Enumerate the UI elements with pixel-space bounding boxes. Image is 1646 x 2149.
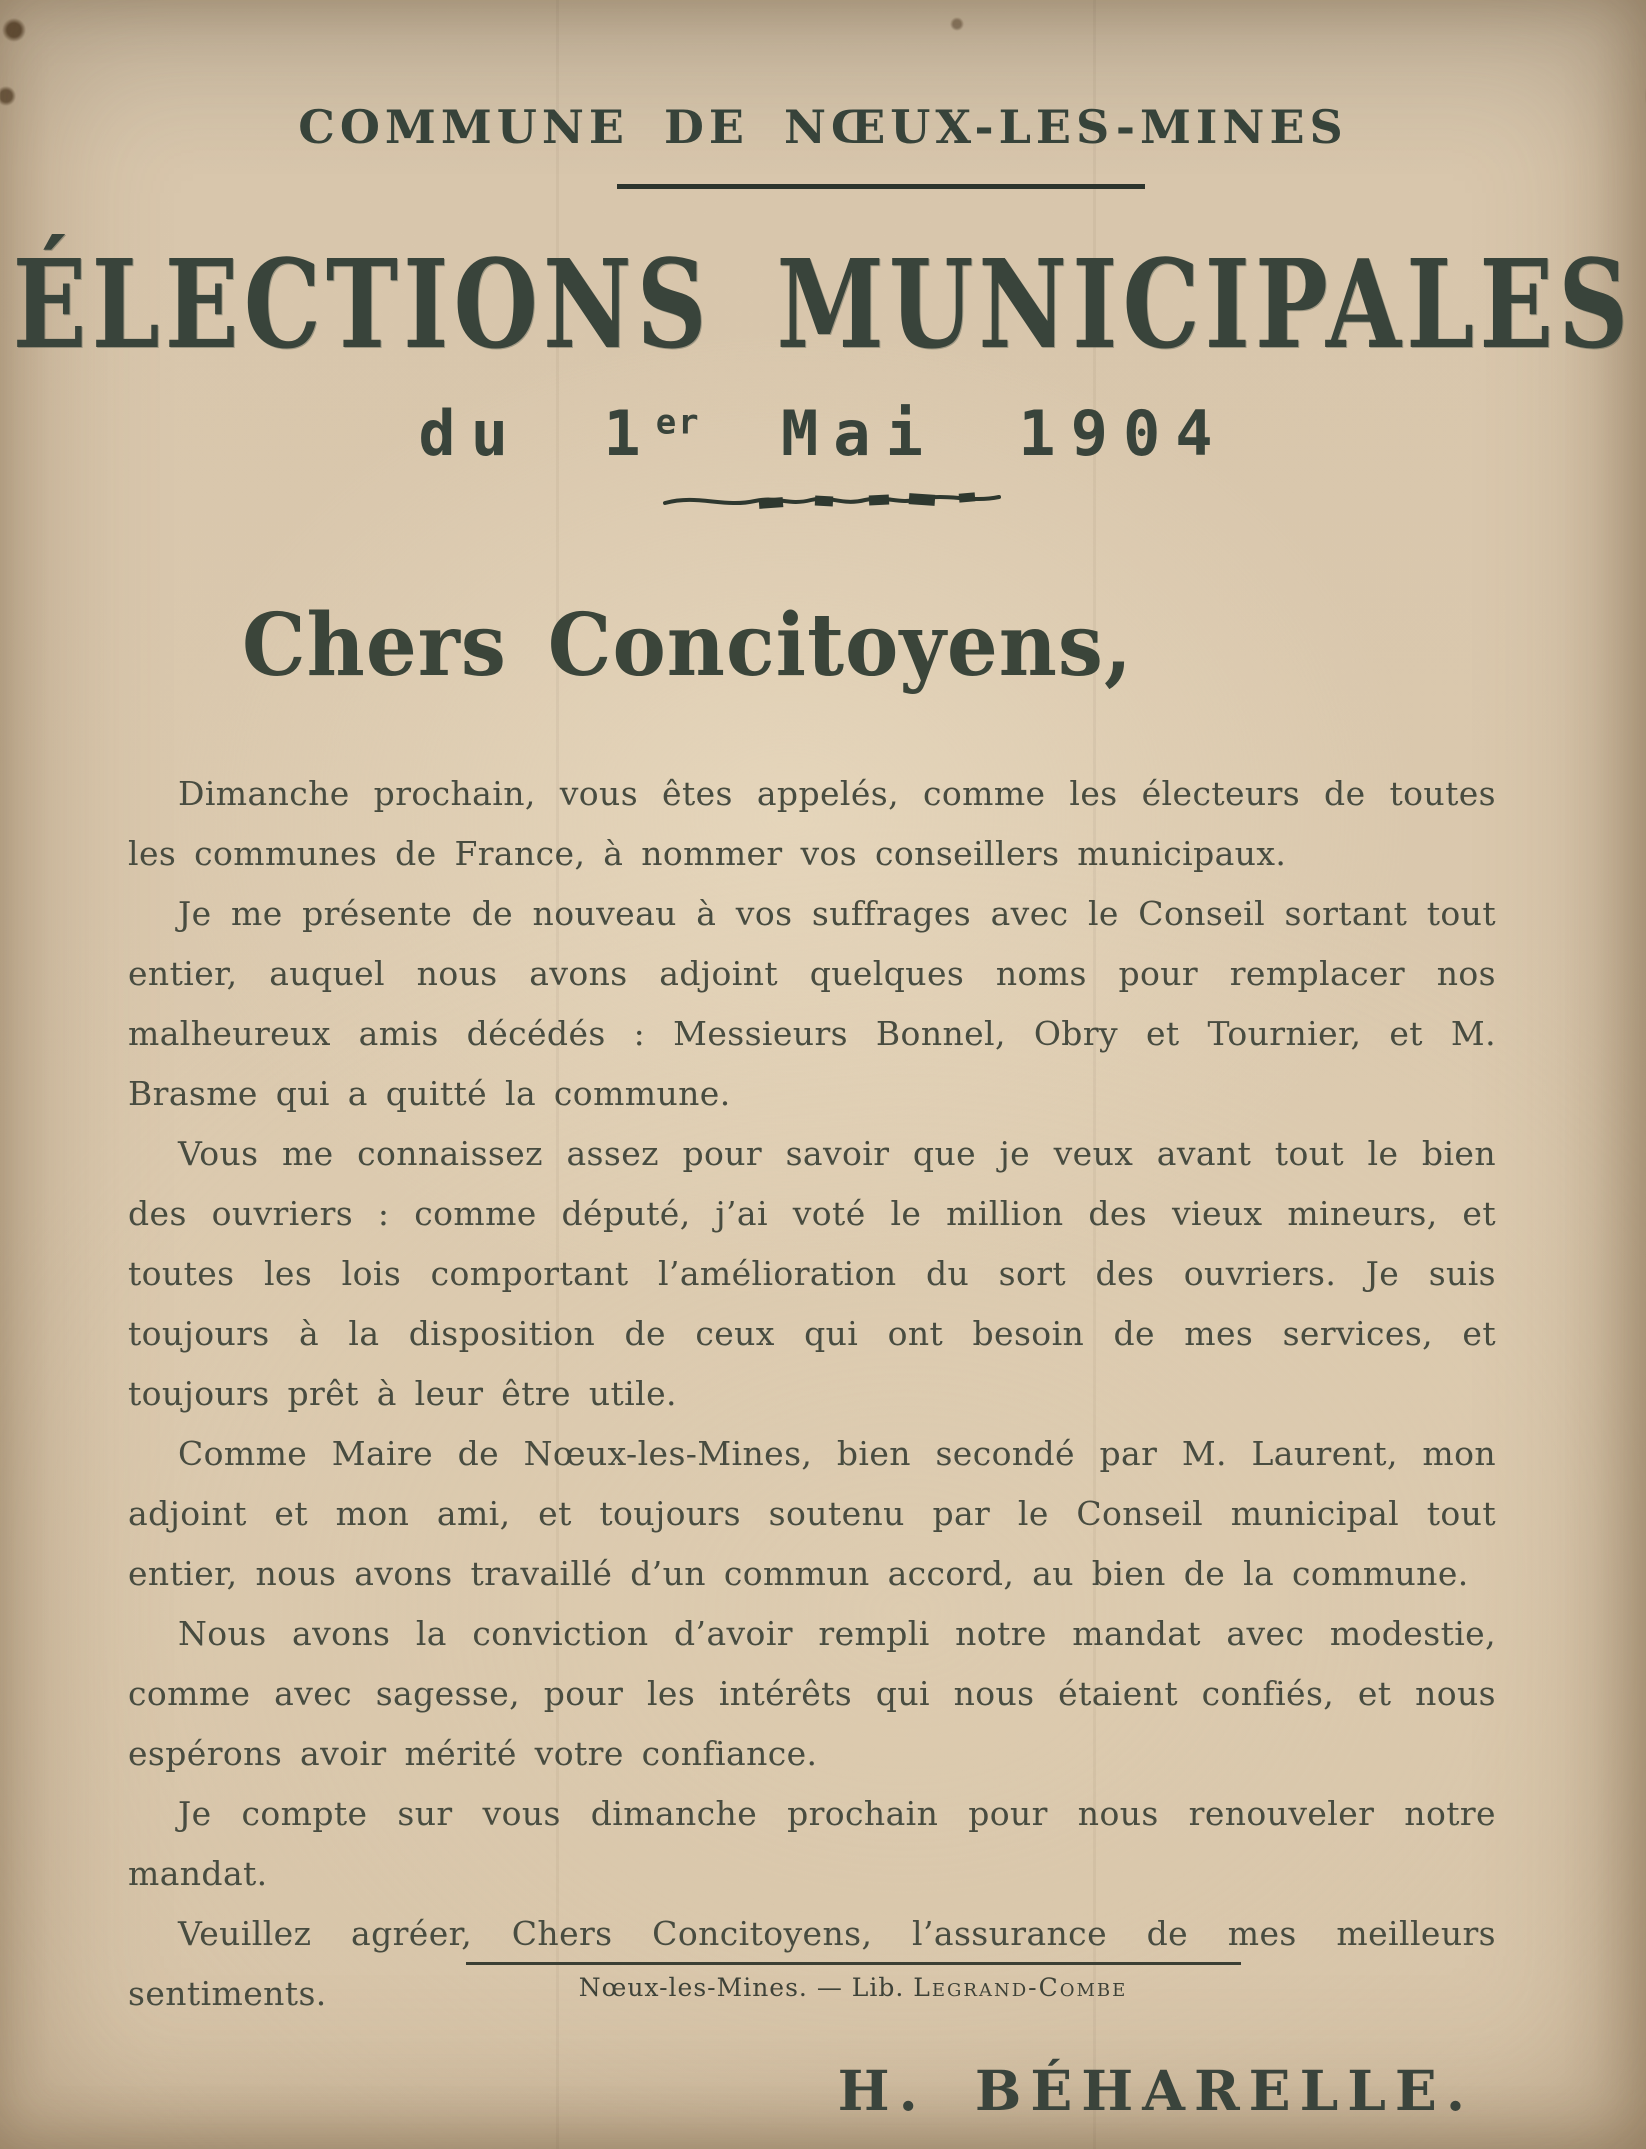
imprint-text [30,1973,1646,2002]
poster-subtitle [0,397,1646,470]
body-paragraph: Dimanche prochain, vous êtes appelés, comme les électeurs de toutes les communes de France, à nommer vos conseillers municipaux. [128,774,1496,873]
commune-heading: COMMUNE DE NŒUX-LES-MINES [298,100,1348,154]
poster-title: ÉLECTIONS MUNICIPALES [12,232,1634,376]
body-paragraph: Nous avons la conviction d’avoir rempli notre mandat avec modestie, comme avec sagesse, pour les intérêts qui nous étaient confiés, et nous espérons avoir mérité votre confiance. [128,1614,1496,1773]
salutation-heading: Chers Concitoyens, [242,594,1133,696]
ornament-divider [663,486,1003,516]
imprint-place: Nœux-les-Mines. — Lib. [578,1973,914,2002]
body-paragraph: Je me présente de nouveau à vos suffrages avec le Conseil sortant tout entier, auquel nous avons adjoint quelques noms pour remplacer nos malheureux amis décédés : Messieurs Bonnel, Obry et Tournier, et M. Brasme qui a quitté la commune. [128,894,1496,1113]
imprint-rule [466,1962,1241,1965]
subtitle-prefix: du 1 [418,397,656,470]
imprint-printer: Legrand-Combe [913,1973,1128,2002]
body-paragraph: Vous me connaissez assez pour savoir que je veux avant tout le bien des ouvriers : comme député, j’ai voté le million des vieux mineurs, et toutes les lois comportant l’amélioration du sort des ouvriers. Je suis toujours à la disposition de ceux qui ont besoin de mes services, et toujours prêt à leur être utile. [128,1134,1496,1413]
imprint-block [0,1962,1646,2002]
body-paragraph: Je compte sur vous dimanche prochain pour nous renouveler notre mandat. [128,1794,1496,1893]
subtitle-ordinal: er [655,402,701,443]
body-paragraph: Veuillez agréer, Chers Concitoyens, l’assurance de mes meilleurs sentiments. [128,1914,1496,2013]
heading-rule [617,184,1145,189]
signature: H. BÉHARELLE. [837,2058,1474,2123]
subtitle-suffix: Mai 1904 [700,397,1228,470]
letter-body [128,764,1496,2024]
body-paragraph: Comme Maire de Nœux-les-Mines, bien secondé par M. Laurent, mon adjoint et mon ami, et toujours soutenu par le Conseil municipal tout entier, nous avons travaillé d’un commun accord, au bien de la commune. [128,1434,1496,1593]
